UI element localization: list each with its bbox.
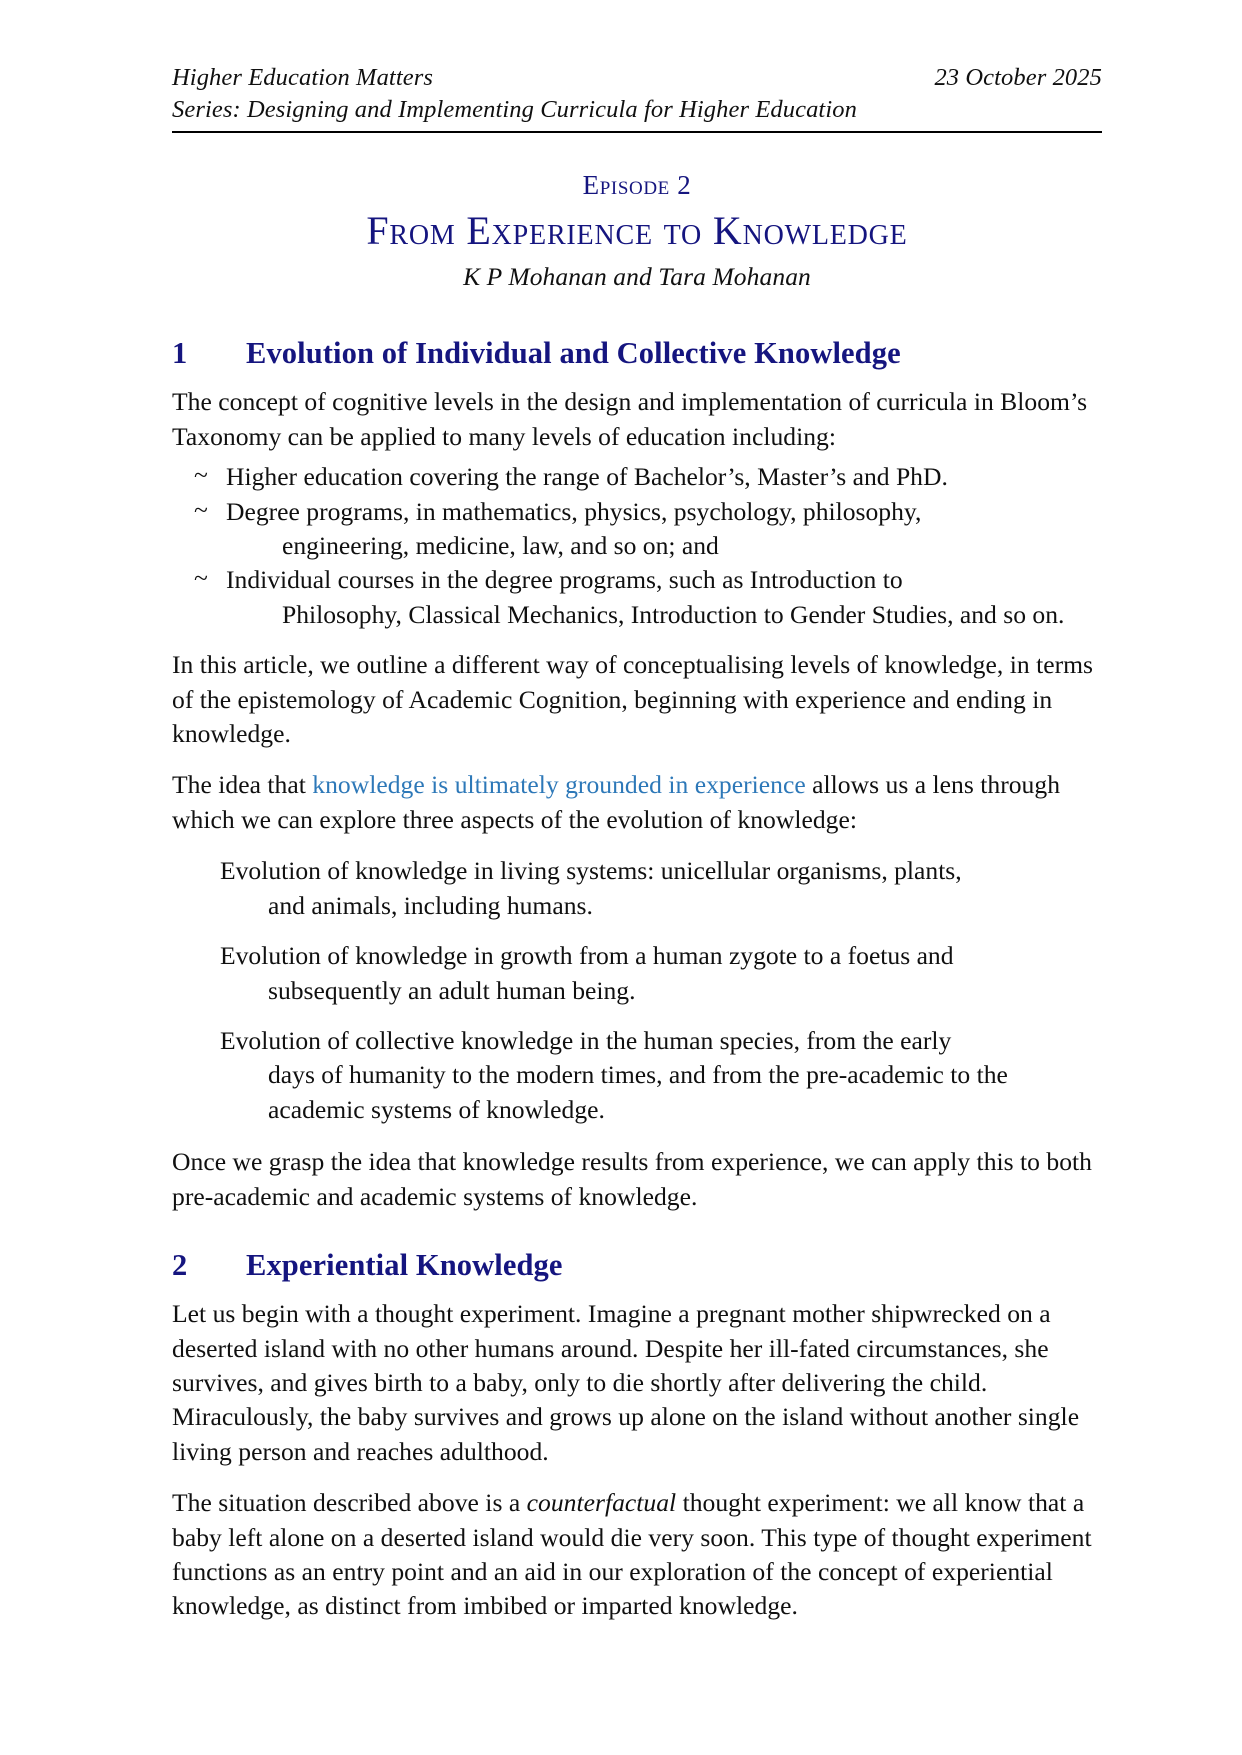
section1-outline-paragraph: In this article, we outline a different way of conceptualising levels of knowledge, in terms of the epistemology of Academic Cognition, beginning with experience and ending in knowledge. [172, 650, 1094, 749]
section2-paragraph-1: Let us begin with a thought experiment. Imagine a pregnant mother shipwrecked on a deserted island with no other humans around. Despite her ill-fated circumstances, she survives, and gives birth to a baby, only to die shortly after delivering the child. Miraculously, the baby survives and grows up alone on the island without another single living person and reaches adulthood. [172, 1299, 1080, 1466]
list-item [220, 1024, 1102, 1127]
list-item-continuation: days of humanity to the modern times, and from the pre-academic to the academic systems of knowledge. [268, 1060, 1008, 1124]
counterfactual-emphasis: counterfactual [526, 1488, 677, 1518]
section-number-2: 2 [172, 1248, 188, 1283]
tilde-bullet-icon: ~ [194, 460, 208, 490]
section-heading-2 [172, 1248, 1102, 1283]
education-levels-list [172, 460, 1102, 632]
evolution-aspects-list [172, 854, 1102, 1127]
list-item-continuation: and animals, including humans. [268, 890, 593, 920]
header-series-line: Series: Designing and Implementing Curricula for Higher Education [172, 96, 857, 124]
list-item-continuation: subsequently an adult human being. [268, 975, 636, 1005]
header-date: 23 October 2025 [934, 64, 1102, 91]
para2-text-before-italic: The situation described above is a [172, 1488, 527, 1518]
section1-idea-paragraph [172, 768, 1102, 837]
episode-label: Episode 2 [582, 169, 692, 200]
list-item-continuation: engineering, medicine, law, and so on; and [282, 530, 719, 560]
section-title-1: Evolution of Individual and Collective Knowledge [246, 336, 901, 371]
tilde-bullet-icon: ~ [194, 563, 208, 593]
header-top-row [172, 62, 1102, 94]
list-item [194, 460, 1102, 494]
list-item-continuation: Philosophy, Classical Mechanics, Introduction to Gender Studies, and so on. [282, 599, 1065, 629]
idea-text-before-link: The idea that [172, 770, 313, 800]
header-journal-name: Higher Education Matters [172, 64, 433, 91]
list-item [220, 854, 1102, 923]
list-item-text: Evolution of knowledge in growth from a human zygote to a foetus and [220, 941, 954, 971]
title-block [172, 169, 1102, 293]
list-item [220, 939, 1102, 1008]
authors-line: K P Mohanan and Tara Mohanan [463, 262, 811, 292]
para2-text-after-italic: thought experiment: we all know that a baby left alone on a deserted island would die very soon. This type of thought experiment functions as an entry point and an aid in our exploration of the concept of experiential knowledge, as distinct from imbibed or imparted knowledge. [172, 1488, 1092, 1621]
section1-intro-paragraph: The concept of cognitive levels in the design and implementation of curricula in Bloom’s Taxonomy can be applied to many levels of education including: [172, 387, 1088, 451]
section-heading-1 [172, 336, 1102, 371]
list-item-text: Evolution of collective knowledge in the human species, from the early [220, 1025, 952, 1055]
list-item-text: Individual courses in the degree programs, such as Introduction to [226, 565, 903, 595]
section1-closing-paragraph: Once we grasp the idea that knowledge results from experience, we can apply this to both pre-academic and academic systems of knowledge. [172, 1147, 1092, 1211]
tilde-bullet-icon: ~ [194, 494, 208, 524]
running-header [172, 62, 1102, 133]
section-number-1: 1 [172, 336, 188, 371]
idea-text-after-link: allows us a lens through which we can explore three aspects of the evolution of knowledge: [172, 770, 1061, 834]
page-title: From Experience to Knowledge [366, 208, 908, 254]
section-title-2: Experiential Knowledge [246, 1248, 563, 1283]
list-item-text: Higher education covering the range of Bachelor’s, Master’s and PhD. [226, 462, 948, 492]
list-item-text: Degree programs, in mathematics, physics, psychology, philosophy, [226, 496, 922, 526]
list-item [194, 495, 1102, 564]
list-item [194, 563, 1102, 632]
grounded-in-experience-link[interactable]: knowledge is ultimately grounded in experience [312, 770, 806, 800]
section2-paragraph-2 [172, 1486, 1102, 1624]
list-item-text: Evolution of knowledge in living systems: unicellular organisms, plants, [220, 856, 962, 886]
